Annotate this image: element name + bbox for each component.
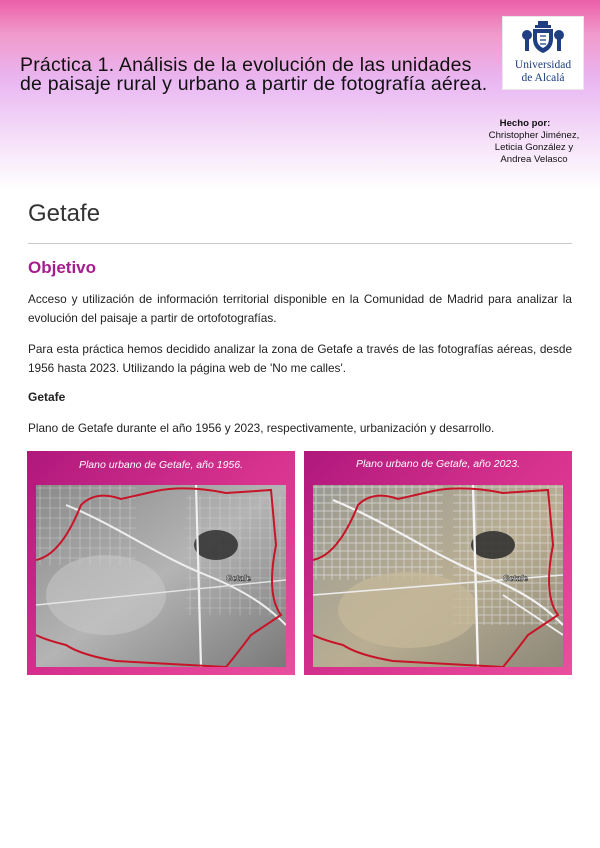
author-line: Christopher Jiménez, xyxy=(488,130,580,141)
author-line: Leticia González y xyxy=(494,142,574,153)
header-banner xyxy=(0,0,600,190)
map-place-label: Getafe xyxy=(503,574,528,583)
university-crest-icon xyxy=(503,19,583,59)
figure-card-2023 xyxy=(304,451,572,675)
figure-intro-paragraph: Plano de Getafe durante el año 1956 y 2023, respectivamente, urbanización y desarrollo. xyxy=(28,421,495,435)
objective-paragraph: Acceso y utilización de información territorial disponible en la Comunidad de Madrid para analizar la evolución del paisaje a partir de ortofotografías. xyxy=(28,292,572,325)
logo-line-1: Universidad xyxy=(514,59,572,71)
figure-caption: Plano urbano de Getafe, año 1956. xyxy=(78,459,244,471)
objective-heading: Objetivo xyxy=(28,258,97,277)
logo-line-2: de Alcalá xyxy=(521,72,565,84)
method-paragraph: Para esta práctica hemos decidido analizar la zona de Getafe a través de las fotografías aéreas, desde 1956 hasta 2023. Utilizando la página web de 'No me calles'. xyxy=(28,342,572,375)
section-divider xyxy=(28,243,572,244)
author-line: Andrea Velasco xyxy=(500,154,568,165)
figure-card-1956 xyxy=(27,451,295,675)
section-heading: Getafe xyxy=(28,200,101,227)
figure-caption: Plano urbano de Getafe, año 2023. xyxy=(355,458,521,470)
authors-label: Hecho por: xyxy=(499,118,551,129)
aerial-photo-2023 xyxy=(313,485,563,667)
aerial-photo-1956 xyxy=(36,485,286,667)
map-place-label: Getafe xyxy=(226,574,251,583)
subsection-heading: Getafe xyxy=(28,390,66,404)
university-logo xyxy=(502,16,584,90)
document-title: Práctica 1. Análisis de la evolución de las unidades de paisaje rural y urbano a partir de fotografía aérea. xyxy=(20,54,488,95)
authors-block xyxy=(462,118,588,166)
